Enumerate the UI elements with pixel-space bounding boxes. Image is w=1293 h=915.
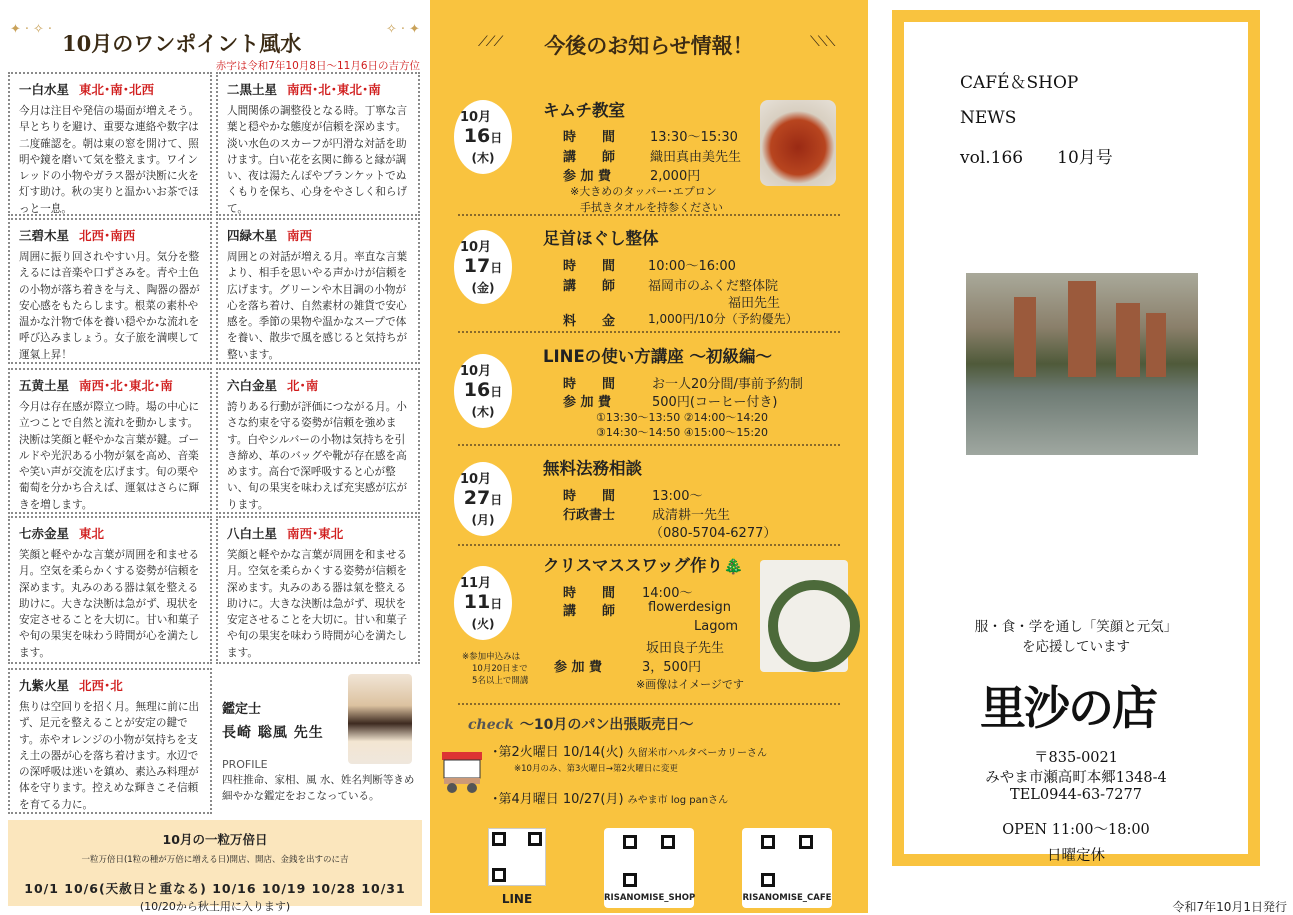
star-direction: 南西･東北: [287, 526, 344, 541]
star-direction: 南西: [287, 228, 313, 243]
profile-label: PROFILE: [222, 758, 268, 771]
closed-day: 日曜定休: [1047, 848, 1105, 864]
event-month: 10月: [460, 472, 492, 487]
event-day: 16: [463, 379, 491, 401]
event-date-badge: [454, 354, 512, 428]
star-card-6: [216, 368, 420, 514]
divider: [458, 703, 840, 705]
qr-label-line: LINE: [501, 892, 533, 906]
event-weekday: (月): [471, 513, 495, 527]
event-legal: [430, 452, 868, 542]
line-qr-code[interactable]: [488, 828, 546, 886]
row-label: 料 金: [563, 314, 616, 329]
star-text: 周囲に振り回されやすい月。気分を整えるには音楽や口ずさみを。青や土色の小物が落ち着きを与え、陶器の器が安心感をもたらします。根菜の素朴や温かな汁物で体を養い穏やかな流れを呼び込みましょう。女子旅を満喫して運氣上昇！: [19, 251, 200, 361]
star-direction: 北西･南西: [79, 228, 136, 243]
qr-label-cafe: RISANOMISE_CAFE: [742, 893, 832, 903]
time-slot: ①13:30～13:50 ②14:00～14:20: [596, 411, 769, 424]
row-value: お一人20分間/事前予約制: [652, 377, 803, 392]
row-value: 10:00～16:00: [648, 259, 736, 274]
side-note: ※参加申込みは: [462, 652, 521, 662]
shop-panel: [868, 0, 1293, 913]
row-value: flowerdesign: [648, 600, 732, 615]
event-note: 手拭きタオルを持参ください: [580, 201, 723, 214]
row-value: Lagom: [694, 619, 739, 634]
row-value: 成清耕一先生: [652, 508, 731, 523]
row-label: 講 師: [563, 279, 616, 294]
event-month: 10月: [460, 240, 492, 255]
event-date-badge: [454, 566, 512, 640]
ichiryu-box: [8, 820, 422, 913]
star-card-3: [8, 218, 212, 364]
star-text: 焦りは空回りを招く月。無理に前に出ず、足元を整えることが安定の鍵です。赤やオレンジの小物が気持ちを支え土の器が心を落ち着けます。水辺での深呼吸は迷いを鎮め、素込み料理が体を守ります。控えめな輝きこそ信頼を育てる力に。: [19, 701, 200, 811]
row-value: （080-5704-6277）: [650, 526, 777, 541]
sparkle-left-icon: ⟋⟋⟋: [478, 34, 502, 50]
event-weekday: (木): [471, 151, 495, 165]
ichiryu-subtitle: 一粒万倍日(1粒の種が万倍に増える日)開店、開店、金銭を出すのに吉: [81, 855, 349, 865]
open-hours: OPEN 11:00～18:00: [1002, 822, 1150, 838]
image-note: ※画像はイメージです: [636, 678, 744, 691]
ichiryu-note: (10/20から秋土用に入ります): [139, 900, 291, 913]
event-weekday: (金): [471, 281, 495, 295]
bakery-note: ※10月のみ、第3火曜日→第2火曜日に変更: [514, 764, 678, 774]
issue-volume: vol.166 10月号: [960, 148, 1113, 168]
row-label: 参 加 費: [563, 169, 612, 184]
row-value: 坂田良子先生: [646, 641, 725, 656]
star-name: 二黒土星: [227, 82, 278, 97]
appraiser-name: 長崎 聡風 先生: [222, 725, 324, 741]
bakery-shop: 久留米市ハルタベーカリーさん: [627, 748, 768, 759]
star-name: 九紫火星: [19, 678, 70, 693]
row-label: 参 加 費: [563, 395, 612, 410]
christmas-swag-image: [760, 560, 848, 672]
event-weekday: (木): [471, 405, 495, 419]
issue-date: 令和7年10月1日発行: [1172, 900, 1287, 914]
news-title: 今後のお知らせ情報！: [544, 33, 754, 58]
star-decoration-icon: ✦·✧·: [10, 22, 57, 37]
star-card-8: [216, 516, 420, 664]
row-value: 13:30～15:30: [650, 130, 738, 145]
event-day-suffix: 日: [490, 597, 503, 611]
row-value: 2,000円: [650, 169, 701, 184]
slogan-line-2: を応援しています: [1022, 639, 1130, 655]
bread-cart-icon: [436, 746, 488, 796]
star-name: 一白水星: [19, 82, 70, 97]
star-direction: 北･南: [287, 378, 319, 393]
row-label: 時 間: [563, 586, 616, 601]
star-card-7: [8, 516, 212, 664]
event-line: [430, 338, 868, 438]
star-text: 今月は注目や発信の場面が増えそう。早とちりを避け、重要な連絡や数字は二度確認を。朝は東の窓を開けて、照明や鏡を磨いて気を整えます。ワインレッドの小物やガラス器が決断に火を灯す助け。秋の実りと温かいお茶でほっと一息。: [19, 105, 200, 215]
row-value: 13:00～: [652, 489, 703, 504]
row-label: 参 加 費: [554, 660, 603, 675]
shop-logo: 里沙の店: [980, 681, 1156, 735]
star-card-4: [216, 218, 420, 364]
divider: [458, 331, 840, 333]
castle-painting: [966, 273, 1198, 455]
event-day-suffix: 日: [490, 261, 503, 275]
row-label: 時 間: [563, 489, 616, 504]
ichiryu-dates: 10/1 10/6(天赦日と重なる) 10/16 10/19 10/28 10/31: [24, 881, 406, 896]
row-label: 講 師: [563, 604, 616, 619]
event-date-badge: [454, 100, 512, 174]
row-value: 500円(コーヒー付き): [652, 395, 778, 410]
appraiser-photo: [348, 674, 412, 764]
event-day-suffix: 日: [490, 385, 503, 399]
news-label: NEWS: [960, 108, 1017, 128]
row-label: 時 間: [563, 259, 616, 274]
bakery-row-1: [492, 741, 767, 760]
bakery-day: ･第2火曜日 10/14(火): [492, 745, 624, 760]
row-value: 1,000円/10分（予約優先）: [648, 312, 798, 326]
star-text: 笑顔と軽やかな言葉が周囲を和ませる月。空気を柔らかくする姿勢が信頼を深めます。丸みのある器は氣を整える助けに。大きな決断は急がず、現状を安定させることを大切に。甘い和菓子や旬の果実を味わう時間が心を満たします。: [227, 549, 408, 659]
address: みやま市瀬高町本郷1348-4: [985, 770, 1167, 786]
bakery-title: ～10月のパン出張販売日～: [519, 717, 694, 733]
row-value: 織田真由美先生: [650, 150, 742, 165]
qr-label-shop: RISANOMISE_SHOP: [604, 893, 696, 903]
event-title: 足首ほぐし整体: [543, 229, 659, 248]
event-title: 無料法務相談: [543, 459, 642, 478]
event-month: 11月: [460, 576, 492, 591]
star-direction: 南西･北･東北･南: [79, 378, 173, 393]
star-card-2: [216, 72, 420, 216]
row-value: 福岡市のふくだ整体院: [648, 279, 779, 294]
slogan-line-1: 服・食・学を通し「笑顔と元気」: [974, 619, 1178, 635]
star-name: 六白金星: [227, 378, 278, 393]
row-value: 福田先生: [728, 296, 781, 311]
event-date-badge: [454, 230, 512, 304]
row-label: 行政書士: [563, 508, 616, 523]
bakery-day: ･第4月曜日 10/27(月): [492, 792, 624, 807]
event-title: LINEの使い方講座 ～初級編～: [543, 347, 772, 366]
divider: [458, 444, 840, 446]
appraiser-label: 鑑定士: [222, 702, 262, 717]
zip-code: 〒835-0021: [1034, 750, 1118, 766]
star-direction: 南西･北･東北･南: [287, 82, 381, 97]
star-direction: 東北: [79, 526, 105, 541]
row-label: 時 間: [563, 130, 616, 145]
divider: [458, 214, 840, 216]
star-text: 今月は存在感が際立つ時。場の中心に立つことで自然と流れを動かします。決断は笑顔と軽やかな言葉が鍵。ゴールドや光沢ある小物が氣を高め、音楽や笑い声が交流を広げます。旬の栗や葡萄を分かち合えば、運氣はさらに輝きを増します。: [19, 401, 200, 511]
row-label: 時 間: [563, 377, 616, 392]
event-date-badge: [454, 462, 512, 536]
fengshui-panel: [0, 0, 430, 913]
star-text: 笑顔と軽やかな言葉が周囲を和ませる月。空気を柔らかくする姿勢が信頼を深めます。丸みのある器は氣を整える助けに。大きな決断は急がず、現状を安定させることを大切に。甘い和菓子や旬の果実を味わう時間が心を満たします。: [19, 549, 200, 659]
event-day: 27: [463, 487, 491, 509]
event-title: キムチ教室: [543, 101, 626, 120]
star-decoration-icon: ✧·✦: [386, 22, 424, 37]
time-slot: ③14:30～14:50 ④15:00～15:20: [596, 426, 769, 439]
star-name: 七赤金星: [19, 526, 70, 541]
row-label: 講 師: [563, 150, 616, 165]
star-text: 周囲との対話が増える月。率直な言葉より、相手を思いやる声かけが信頼を広げます。グリーンや木目調の小物が心を落ち着け、自然素材の雑貨で安心感を。季節の果物や温かなスープで体を養い、散歩で風を感じると気持ちが整います。: [227, 251, 408, 361]
event-day-suffix: 日: [490, 131, 503, 145]
event-month: 10月: [460, 364, 492, 379]
star-card-5: [8, 368, 212, 514]
bakery-row-2: [492, 788, 728, 807]
bakery-shop: みやま市 log panさん: [627, 795, 729, 806]
star-name: 四緑木星: [227, 228, 278, 243]
event-day: 17: [463, 255, 491, 277]
telephone: TEL0944-63-7277: [1010, 787, 1142, 803]
star-card-1: [8, 72, 212, 216]
event-title: クリスマススワッグ作り🎄: [543, 556, 744, 575]
event-day-suffix: 日: [490, 493, 503, 507]
divider: [458, 544, 840, 546]
sparkle-right-icon: ⟍⟍⟍: [810, 34, 834, 50]
star-direction: 北西･北: [79, 678, 123, 693]
event-month: 10月: [460, 110, 492, 125]
star-name: 三碧木星: [19, 228, 70, 243]
ichiryu-title: 10月の一粒万倍日: [162, 832, 268, 847]
event-note: ※大きめのタッパー･エプロン: [570, 185, 717, 198]
side-note: 10月20日まで: [472, 664, 528, 674]
fengshui-title: 10月のワンポイント風水: [62, 31, 302, 56]
news-panel: [430, 0, 868, 913]
event-day: 16: [463, 125, 491, 147]
profile-text: 四柱推命、家相、風 水、姓名判断等きめ細やかな鑑定をおこなっている。: [222, 774, 415, 802]
row-value: 3，500円: [642, 660, 702, 675]
star-name: 五黄土星: [19, 378, 70, 393]
fengshui-note: 赤字は令和7年10月8日～11月6日の吉方位: [215, 60, 420, 72]
star-text: 人間関係の調整役となる時。丁寧な言葉と穏やかな態度が信頼を深めます。淡い水色のスカーフが円滑な対話を助けます。白い花を玄関に飾ると縁が調い、夜は湯たんぽやブランケットでぬくもりを保ち、心身をやさしく和らげて。: [227, 105, 408, 215]
star-card-9: [8, 668, 212, 814]
cafe-shop-label: CAFÉ＆SHOP: [960, 73, 1079, 93]
row-value: 14:00～: [642, 586, 693, 601]
event-weekday: (火): [471, 617, 495, 631]
event-seitai: [430, 222, 868, 329]
star-direction: 東北･南･北西: [79, 82, 155, 97]
check-label: check: [468, 717, 514, 733]
side-note: 5名以上で開講: [472, 676, 529, 686]
bakery-heading: [468, 714, 693, 734]
event-day: 11: [463, 591, 491, 613]
kimchi-image: [760, 100, 836, 186]
star-text: 誇りある行動が評価につながる月。小さな約束を守る姿勢が信頼を強めます。白やシルバーの小物は気持ちを引き締め、革のバッグや靴が存在感を高めます。高台で深呼吸すると心が整い、旬の果実を味わえば充実感が広がります。: [227, 401, 408, 511]
star-name: 八白土星: [227, 526, 278, 541]
